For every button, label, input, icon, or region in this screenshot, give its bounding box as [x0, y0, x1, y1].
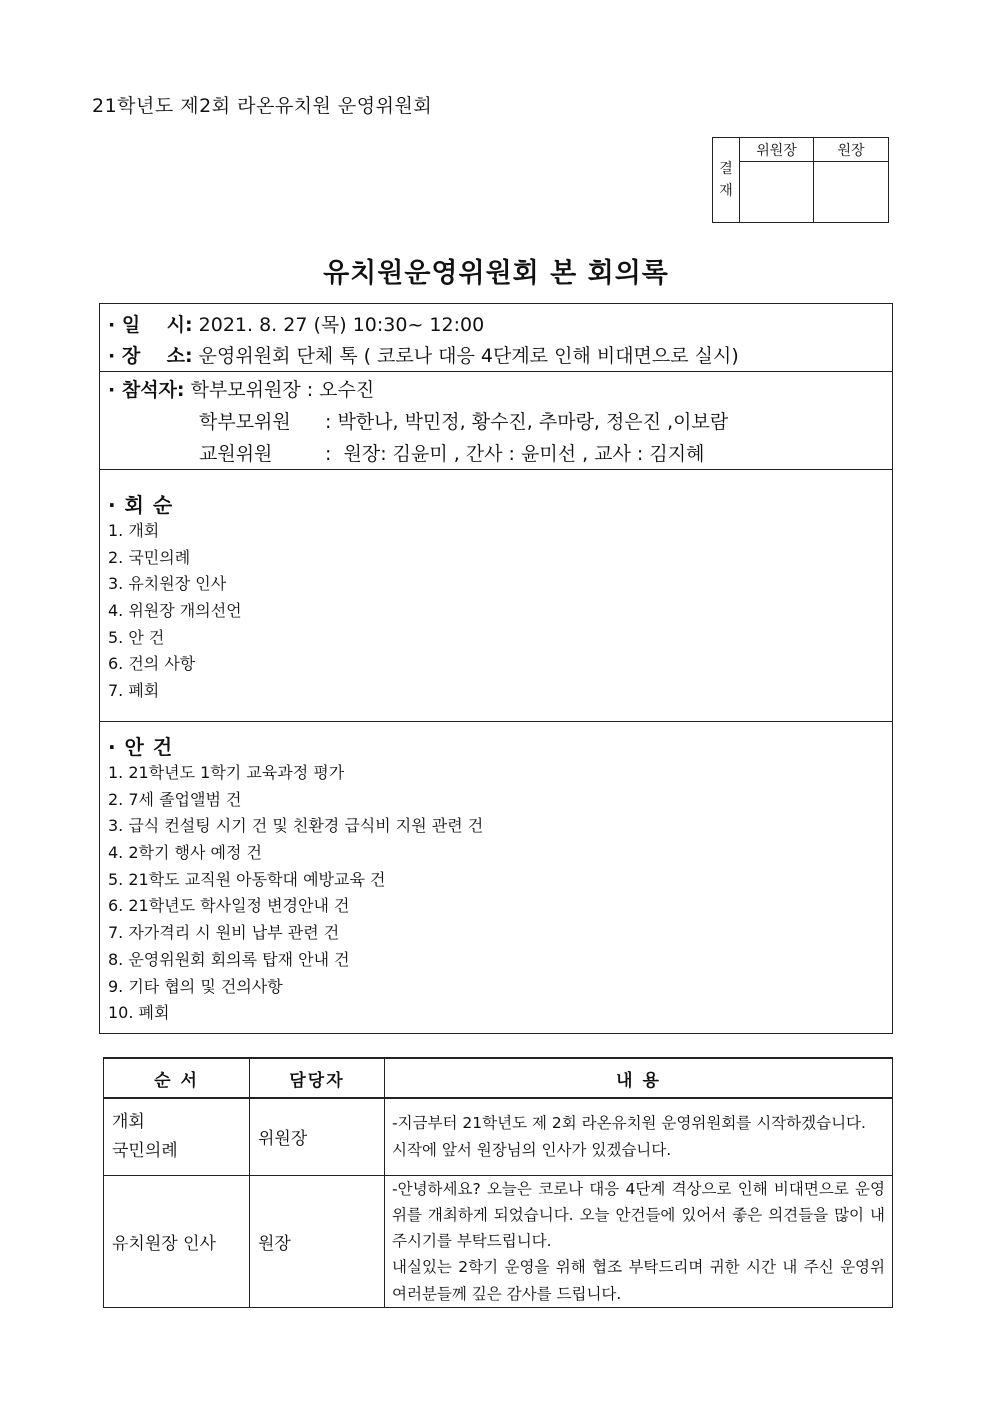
header-person: 담당자: [250, 1058, 385, 1098]
date-label: 일 시:: [121, 314, 193, 336]
header-content: 내 용: [385, 1058, 893, 1098]
order-heading: · 회 순: [108, 493, 174, 517]
proceedings-header-row: [104, 1058, 893, 1098]
list-item: 6. 건의 사항: [108, 654, 196, 674]
list-item: 10. 폐회: [108, 1003, 170, 1023]
agenda-list: [108, 760, 483, 1027]
approval-header-chair: 위원장: [740, 138, 814, 162]
parent-members-role: 학부모위원: [199, 411, 291, 433]
list-item: 3. 유치원장 인사: [108, 574, 227, 594]
agenda-heading: · 안 건: [108, 735, 174, 759]
agenda-section: [100, 721, 892, 1034]
list-item: 1. 개회: [108, 521, 160, 540]
attendees-chair: 학부모위원장 : 오수진: [190, 379, 375, 401]
row-order-line: 개회: [112, 1111, 145, 1132]
row-person: 위원장: [250, 1098, 385, 1175]
list-item: 2. 국민의례: [108, 547, 191, 567]
list-item: 3. 급식 컨설팅 시기 건 및 친환경 급식비 지원 관련 건: [108, 816, 484, 836]
table-row: [104, 1098, 893, 1175]
list-item: 8. 운영위원회 회의록 탑재 안내 건: [108, 949, 350, 969]
document-header: 21학년도 제2회 라온유치원 운영위원회: [92, 95, 433, 117]
place-row: · 장 소: 운영위원회 단체 톡 ( 코로나 대응 4단계로 인해 비대면으로 실시): [108, 341, 739, 368]
parent-members-names: : 박한나, 박민정, 황수진, 추마랑, 정은진 ,이보람: [325, 411, 729, 433]
order-list: [108, 518, 242, 705]
parent-members-row: [199, 407, 728, 434]
approval-sign-principal: [814, 162, 888, 222]
approval-side-label: [713, 138, 740, 222]
row-content: [385, 1175, 893, 1307]
row-order-line: 국민의례: [112, 1140, 178, 1161]
page-title: 유치원운영위원회 본 회의록: [323, 258, 669, 289]
approval-side-char-1: 결: [719, 161, 733, 177]
list-item: 2. 7세 졸업앨범 건: [108, 789, 242, 809]
date-row: · 일 시: 2021. 8. 27 (목) 10:30~ 12:00: [108, 310, 484, 337]
attendees-row: · 참석자: 학부모위원장 : 오수진: [108, 379, 375, 401]
place-label: 장 소:: [121, 345, 193, 367]
row-order: 유치원장 인사: [104, 1175, 250, 1307]
list-item: 9. 기타 협의 및 건의사항: [108, 976, 283, 996]
proceedings-table: [103, 1057, 893, 1308]
header-order: 순 서: [104, 1058, 250, 1098]
table-row: [104, 1175, 893, 1307]
list-item: 7. 자가격리 시 원비 납부 관련 건: [108, 923, 340, 943]
attendees-label: 참석자:: [121, 379, 185, 401]
row-order: [104, 1098, 250, 1175]
list-item: 5. 안 건: [108, 627, 165, 647]
row-content-paragraph: -지금부터 21학년도 제 2회 라온유치원 운영위원회를 시작하겠습니다.: [392, 1114, 866, 1133]
list-item: 5. 21학도 교직원 아동학대 예방교육 건: [108, 869, 386, 889]
approval-sign-chair: [740, 162, 814, 222]
row-content-paragraph: 시작에 앞서 원장님의 인사가 있겠습니다.: [392, 1140, 672, 1159]
teacher-members-row: [199, 439, 704, 466]
meeting-info-box: [99, 303, 893, 1034]
meeting-time-place-section: [100, 304, 892, 371]
teacher-members-names: : 원장: 김윤미 , 간사 : 윤미선 , 교사 : 김지혜: [325, 443, 705, 465]
list-item: 4. 위원장 개의선언: [108, 601, 242, 621]
list-item: 6. 21학년도 학사일정 변경안내 건: [108, 896, 350, 916]
place-value: 운영위원회 단체 톡 ( 코로나 대응 4단계로 인해 비대면으로 실시): [198, 345, 739, 367]
row-content-paragraph: 내실있는 2학기 운영을 위해 협조 부탁드리며 귀한 시간 내 주신 운영위 여러분들께 깊은 감사를 드립니다.: [392, 1258, 885, 1303]
approval-header-principal: 원장: [814, 138, 888, 162]
list-item: 7. 폐회: [108, 681, 160, 701]
order-section: [100, 469, 892, 722]
approval-side-char-2: 재: [719, 183, 733, 199]
approval-box: [712, 137, 889, 223]
row-person: 원장: [250, 1175, 385, 1307]
list-item: 4. 2학기 행사 예정 건: [108, 843, 262, 863]
row-content-paragraph: -안녕하세요? 오늘은 코로나 대응 4단계 격상으로 인해 비대면으로 운영위를 개최하게 되었습니다. 오늘 안건들에 있어서 좋은 의견들을 많이 내 주시기를 부탁드립니다.: [392, 1179, 885, 1251]
date-value: 2021. 8. 27 (목) 10:30~ 12:00: [198, 314, 485, 336]
row-content: [385, 1098, 893, 1175]
list-item: 1. 21학년도 1학기 교육과정 평가: [108, 763, 345, 782]
teacher-members-role: 교원위원: [199, 443, 273, 465]
attendees-section: [100, 371, 892, 470]
